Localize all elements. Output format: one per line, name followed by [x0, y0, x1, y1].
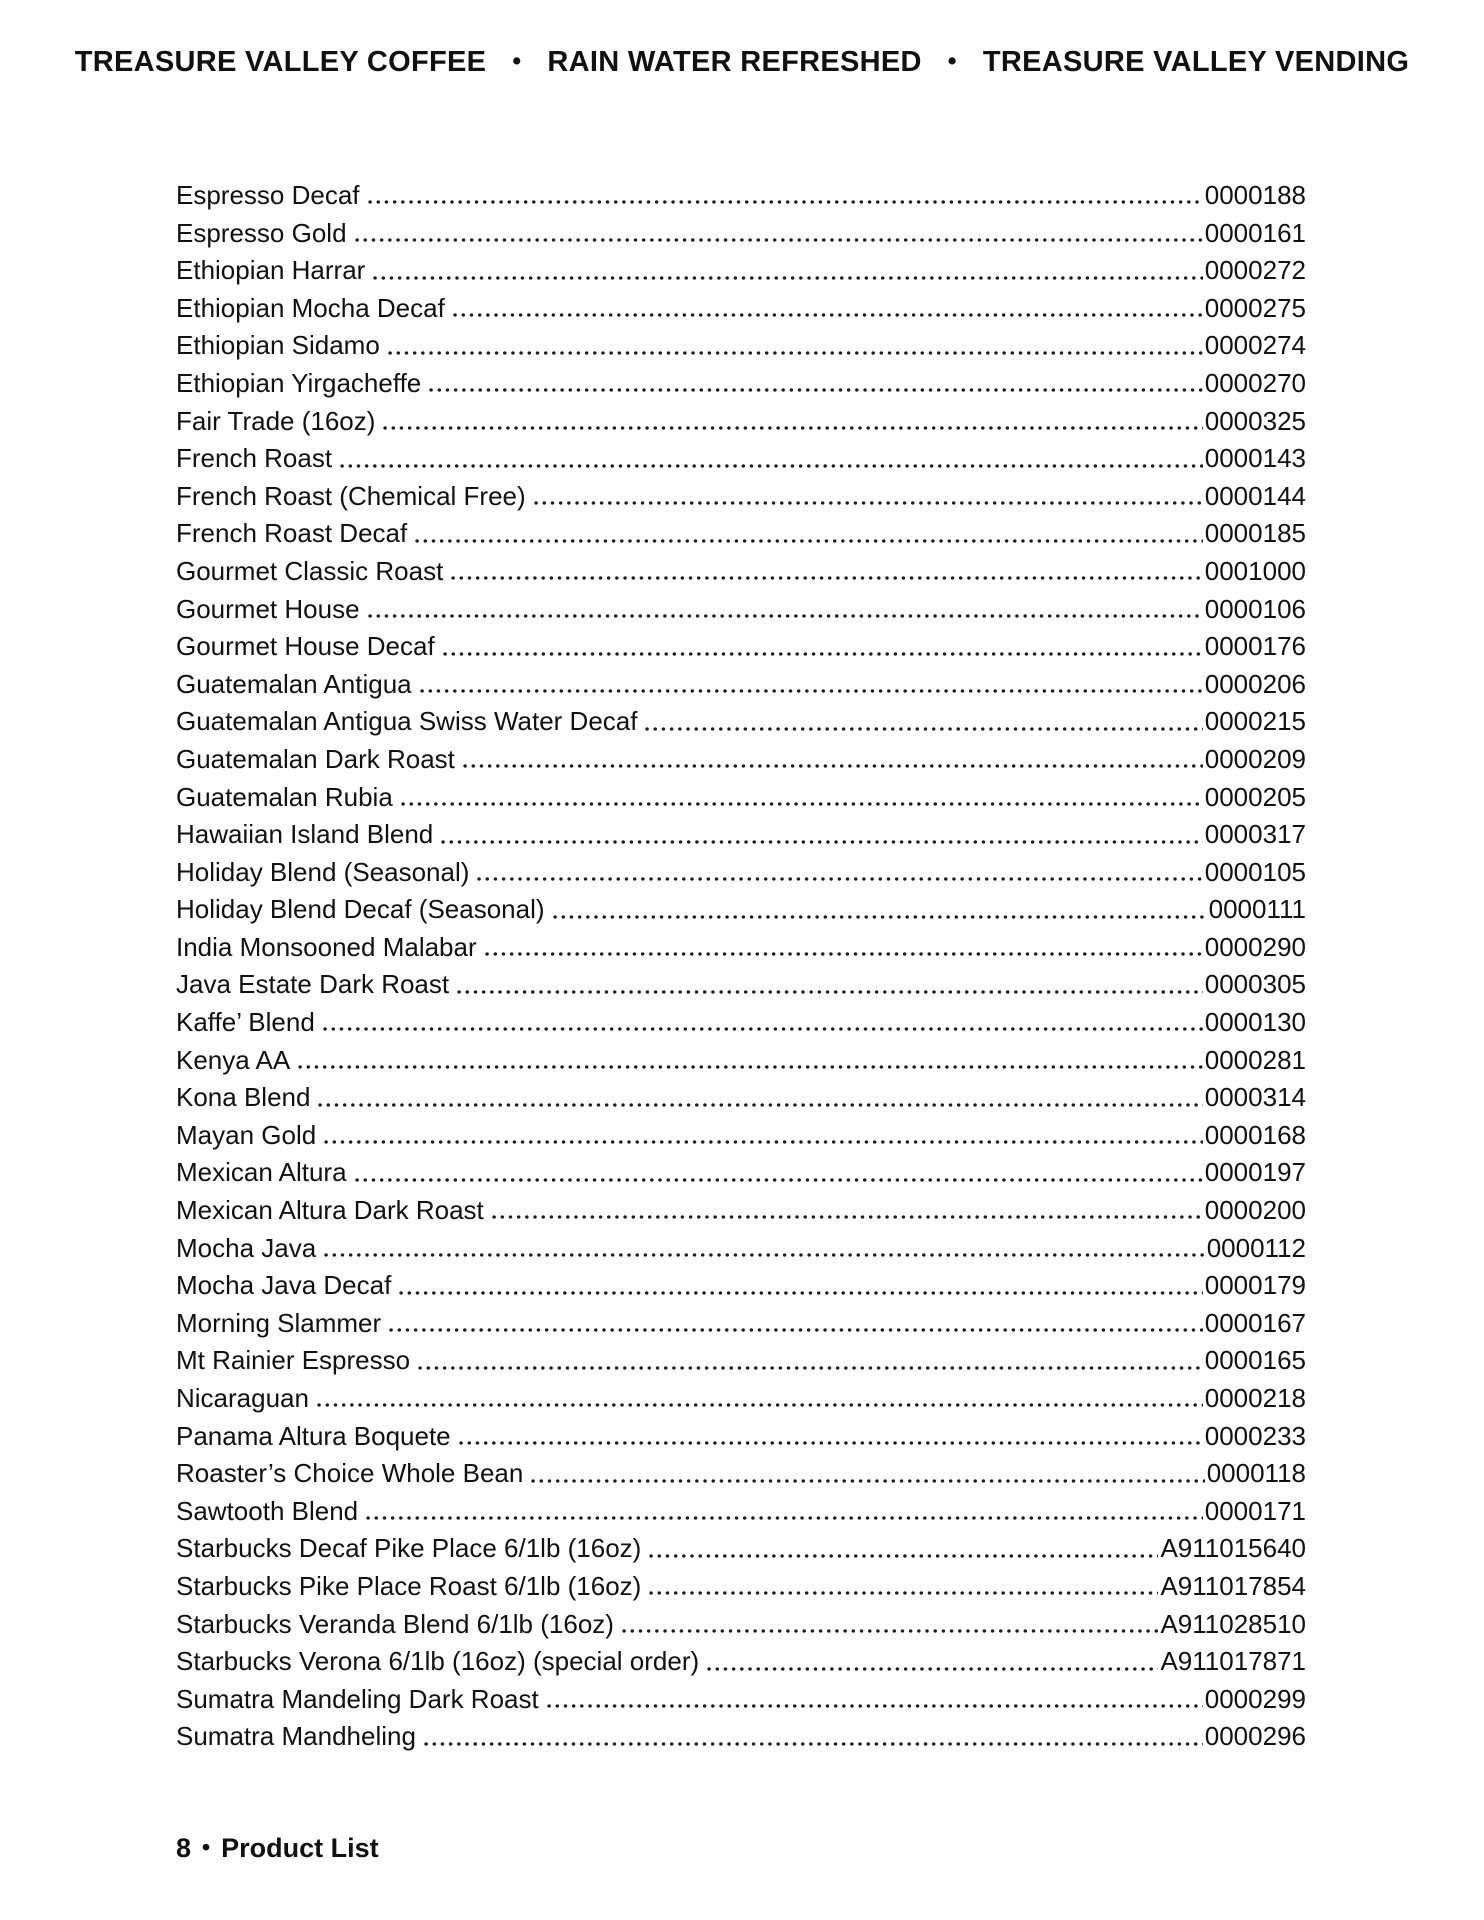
- dot-leader: [322, 1117, 1203, 1155]
- dot-leader: [439, 816, 1202, 854]
- product-code: A911015640: [1160, 1533, 1306, 1564]
- dot-leader: [427, 365, 1203, 403]
- dot-leader: [647, 1530, 1158, 1568]
- header-brand-water: RAIN WATER REFRESHED: [547, 46, 922, 78]
- product-code: 0000118: [1206, 1458, 1306, 1489]
- product-row: [176, 816, 1306, 854]
- product-row: [176, 1681, 1306, 1719]
- product-code: 0000185: [1204, 518, 1306, 549]
- product-name: Kaffe’ Blend: [176, 1007, 315, 1038]
- footer-label: Product List: [221, 1833, 379, 1863]
- product-row: [176, 1718, 1306, 1756]
- product-name: Sumatra Mandheling: [176, 1721, 416, 1752]
- product-row: [176, 553, 1306, 591]
- product-code: A911017854: [1160, 1570, 1306, 1601]
- dot-leader: [418, 666, 1203, 704]
- product-code: 0000299: [1204, 1683, 1306, 1714]
- product-row: [176, 628, 1306, 666]
- product-name: Ethiopian Harrar: [176, 255, 366, 286]
- dot-leader: [387, 1305, 1203, 1343]
- bullet-separator-icon: •: [512, 47, 522, 75]
- header-brand-coffee: TREASURE VALLEY COFFEE: [74, 46, 487, 78]
- product-name: Fair Trade (16oz): [176, 405, 376, 436]
- product-code: 0000167: [1204, 1307, 1306, 1338]
- product-code: 0000206: [1204, 668, 1306, 699]
- product-row: [176, 666, 1306, 704]
- product-row: [176, 1493, 1306, 1531]
- product-name: Java Estate Dark Roast: [176, 969, 450, 1000]
- product-name: Mexican Altura Dark Roast: [176, 1195, 484, 1226]
- product-code: 0000165: [1204, 1345, 1306, 1376]
- product-name: Panama Altura Boquete: [176, 1420, 451, 1451]
- product-name: Starbucks Verona 6/1lb (16oz) (special order): [176, 1646, 700, 1677]
- dot-leader: [413, 515, 1203, 553]
- product-row: [176, 1117, 1306, 1155]
- product-name: Ethiopian Sidamo: [176, 330, 380, 361]
- product-row: [176, 779, 1306, 817]
- page-footer: [176, 1833, 379, 1864]
- product-code: 0000296: [1204, 1721, 1306, 1752]
- product-row: [176, 1079, 1306, 1117]
- product-code: 0000106: [1204, 593, 1306, 624]
- product-code: 0000314: [1204, 1082, 1306, 1113]
- product-code: 0000290: [1204, 931, 1306, 962]
- product-code: 0000179: [1204, 1270, 1306, 1301]
- product-row: [176, 1568, 1306, 1606]
- dot-leader: [338, 440, 1203, 478]
- product-row: [176, 1643, 1306, 1681]
- product-code: 0000215: [1204, 706, 1306, 737]
- dot-leader: [353, 215, 1203, 253]
- product-row: [176, 741, 1306, 779]
- product-name: Gourmet House Decaf: [176, 631, 435, 662]
- product-list: [176, 177, 1306, 1756]
- product-name: Starbucks Decaf Pike Place 6/1lb (16oz): [176, 1533, 642, 1564]
- product-row: [176, 1305, 1306, 1343]
- product-code: 0000161: [1204, 217, 1306, 248]
- dot-leader: [551, 891, 1207, 929]
- dot-leader: [316, 1079, 1202, 1117]
- dot-leader: [532, 478, 1203, 516]
- product-name: Holiday Blend (Seasonal): [176, 856, 470, 887]
- dot-leader: [441, 628, 1203, 666]
- product-name: Starbucks Veranda Blend 6/1lb (16oz): [176, 1608, 614, 1639]
- product-name: Ethiopian Mocha Decaf: [176, 292, 445, 323]
- product-name: Gourmet House: [176, 593, 360, 624]
- product-row: [176, 403, 1306, 441]
- dot-leader: [321, 1004, 1203, 1042]
- product-row: [176, 1418, 1306, 1456]
- dot-leader: [449, 553, 1202, 591]
- product-name: Guatemalan Antigua: [176, 668, 412, 699]
- product-name: Mexican Altura: [176, 1157, 347, 1188]
- dot-leader: [399, 779, 1203, 817]
- product-row: [176, 1530, 1306, 1568]
- product-code: 0000143: [1204, 443, 1306, 474]
- product-name: French Roast (Chemical Free): [176, 480, 526, 511]
- product-row: [176, 1230, 1306, 1268]
- product-name: Holiday Blend Decaf (Seasonal): [176, 894, 545, 925]
- product-row: [176, 591, 1306, 629]
- product-code: 0000130: [1204, 1007, 1306, 1038]
- product-code: 0000205: [1204, 781, 1306, 812]
- dot-leader: [647, 1568, 1158, 1606]
- dot-leader: [296, 1042, 1203, 1080]
- product-row: [176, 327, 1306, 365]
- dot-leader: [397, 1267, 1202, 1305]
- product-code: 0001000: [1204, 555, 1306, 586]
- product-code: 0000274: [1204, 330, 1306, 361]
- product-row: [176, 215, 1306, 253]
- product-name: Hawaiian Island Blend: [176, 819, 434, 850]
- product-name: Guatemalan Rubia: [176, 781, 393, 812]
- product-row: [176, 854, 1306, 892]
- dot-leader: [353, 1154, 1203, 1192]
- product-name: Nicaraguan: [176, 1383, 309, 1413]
- product-name: Guatemalan Antigua Swiss Water Decaf: [176, 706, 638, 737]
- dot-leader: [416, 1342, 1203, 1380]
- product-row: [176, 703, 1306, 741]
- product-row: [176, 966, 1306, 1004]
- dot-leader: [451, 290, 1203, 328]
- dot-leader: [381, 403, 1202, 441]
- product-row: [176, 290, 1306, 328]
- product-code: 0000188: [1204, 180, 1306, 210]
- product-row: [176, 1267, 1306, 1305]
- product-name: French Roast Decaf: [176, 518, 408, 549]
- product-code: A911017871: [1160, 1646, 1306, 1677]
- product-row: [176, 1380, 1306, 1418]
- header-brand-vending: TREASURE VALLEY VENDING: [982, 46, 1410, 78]
- product-code: 0000305: [1204, 969, 1306, 1000]
- product-row: [176, 1606, 1306, 1644]
- dot-leader: [455, 966, 1203, 1004]
- product-code: A911028510: [1160, 1608, 1306, 1639]
- product-name: Kona Blend: [176, 1082, 311, 1113]
- dot-leader: [366, 591, 1203, 629]
- product-code: 0000111: [1208, 894, 1306, 925]
- product-code: 0000325: [1204, 405, 1306, 436]
- product-code: 0000233: [1204, 1420, 1306, 1451]
- dot-leader: [483, 929, 1203, 967]
- dot-leader: [366, 177, 1203, 215]
- product-code: 0000275: [1204, 292, 1306, 323]
- product-code: 0000317: [1204, 819, 1306, 850]
- product-code: 0000281: [1204, 1044, 1306, 1075]
- product-row: [176, 1192, 1306, 1230]
- dot-leader: [705, 1643, 1158, 1681]
- product-name: Ethiopian Yirgacheffe: [176, 367, 422, 398]
- bullet-separator-icon: •: [947, 47, 957, 75]
- dot-leader: [457, 1418, 1203, 1456]
- product-row: [176, 1455, 1306, 1493]
- dot-leader: [529, 1455, 1204, 1493]
- product-name: Mocha Java: [176, 1232, 317, 1263]
- dot-leader: [386, 327, 1203, 365]
- product-code: 0000105: [1204, 856, 1306, 887]
- product-code: 0000272: [1204, 255, 1306, 286]
- product-row: [176, 1042, 1306, 1080]
- product-row: [176, 1342, 1306, 1380]
- product-name: Guatemalan Dark Roast: [176, 743, 455, 774]
- product-name: Sawtooth Blend: [176, 1495, 359, 1526]
- footer-page-number: 8: [176, 1833, 192, 1863]
- product-name: Sumatra Mandeling Dark Roast: [176, 1683, 539, 1714]
- product-code: 0000197: [1204, 1157, 1306, 1188]
- product-code: 0000168: [1204, 1119, 1306, 1150]
- product-row: [176, 1004, 1306, 1042]
- product-name: French Roast: [176, 443, 333, 474]
- product-code: 0000200: [1204, 1195, 1306, 1226]
- product-row: [176, 478, 1306, 516]
- dot-leader: [364, 1493, 1203, 1531]
- product-code: 0000270: [1204, 367, 1306, 398]
- product-name: India Monsooned Malabar: [176, 931, 477, 962]
- product-row: [176, 177, 1306, 215]
- product-name: Roaster’s Choice Whole Bean: [176, 1458, 524, 1489]
- dot-leader: [371, 252, 1202, 290]
- product-name: Kenya AA: [176, 1044, 291, 1075]
- product-row: [176, 891, 1306, 929]
- product-row: [176, 440, 1306, 478]
- product-code: 0000144: [1204, 480, 1306, 511]
- product-code: 0000171: [1204, 1495, 1306, 1526]
- page-header: [0, 46, 1484, 79]
- dot-leader: [475, 854, 1202, 892]
- product-code: 0000209: [1204, 743, 1306, 774]
- product-name: Espresso Decaf: [176, 180, 360, 210]
- dot-leader: [643, 703, 1202, 741]
- dot-leader: [490, 1192, 1203, 1230]
- dot-leader: [545, 1681, 1203, 1719]
- product-row: [176, 515, 1306, 553]
- product-row: [176, 252, 1306, 290]
- dot-leader: [322, 1230, 1205, 1268]
- dot-leader: [422, 1718, 1203, 1756]
- product-name: Mocha Java Decaf: [176, 1270, 392, 1301]
- product-name: Espresso Gold: [176, 217, 347, 248]
- dot-leader: [315, 1380, 1203, 1418]
- product-name: Morning Slammer: [176, 1307, 382, 1338]
- product-name: Gourmet Classic Roast: [176, 555, 444, 586]
- product-name: Mayan Gold: [176, 1119, 317, 1150]
- product-code: 0000112: [1206, 1232, 1306, 1263]
- dot-leader: [461, 741, 1203, 779]
- product-row: [176, 365, 1306, 403]
- bullet-separator-icon: •: [202, 1834, 211, 1860]
- product-row: [176, 929, 1306, 967]
- product-code: 0000218: [1204, 1383, 1306, 1413]
- product-name: Mt Rainier Espresso: [176, 1345, 411, 1376]
- product-name: Starbucks Pike Place Roast 6/1lb (16oz): [176, 1570, 642, 1601]
- dot-leader: [620, 1606, 1159, 1644]
- product-row: [176, 1154, 1306, 1192]
- product-code: 0000176: [1204, 631, 1306, 662]
